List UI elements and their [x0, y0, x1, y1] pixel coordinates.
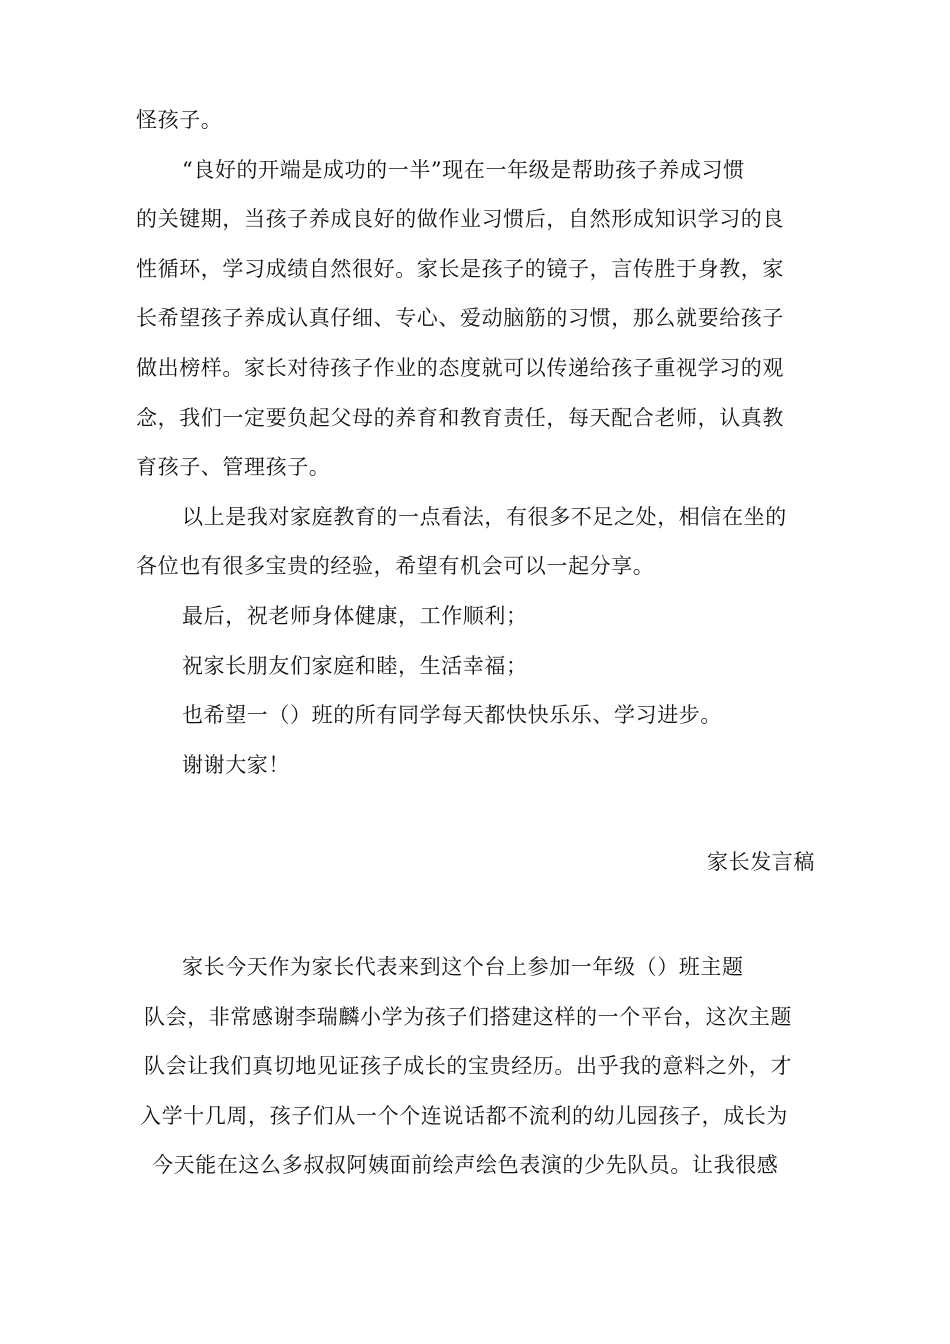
paragraph-line: “良好的开端是成功的一半”现在一年级是帮助孩子养成习惯 — [182, 157, 745, 182]
paragraph-line: 以上是我对家庭教育的一点看法，有很多不足之处，相信在坐的 — [182, 504, 787, 529]
closing-line: 也希望一（）班的所有同学每天都快快乐乐、学习进步。 — [182, 703, 722, 728]
closing-remarks — [182, 592, 722, 790]
paragraph-line: 怪孩子。 — [136, 108, 223, 132]
closing-line: 谢谢大家！ — [182, 752, 290, 777]
paragraph-line: 各位也有很多宝贵的经验，希望有机会可以一起分享。 — [136, 554, 655, 579]
paragraph-line: 育孩子、管理孩子。 — [136, 455, 331, 480]
paragraph-line: 队会，非常感谢李瑞麟小学为孩子们搭建这样的一个平台，这次主题 — [144, 1004, 792, 1029]
paragraph-line: 的关键期，当孩子养成良好的做作业习惯后，自然形成知识学习的良 — [136, 207, 784, 232]
speech-body-part-1 — [136, 96, 826, 592]
paragraph-line: 念，我们一定要负起父母的养育和教育责任，每天配合老师，认真教 — [136, 405, 784, 430]
paragraph-line: 队会让我们真切地见证孩子成长的宝贵经历。出乎我的意料之外，才 — [144, 1054, 792, 1079]
closing-line: 最后，祝老师身体健康，工作顺利； — [182, 604, 528, 628]
section-heading: 家长发言稿 — [707, 850, 815, 874]
paragraph-line: 长希望孩子养成认真仔细、专心、爱动脑筋的习惯，那么就要给孩子 — [136, 306, 784, 331]
speech-body-part-2 — [136, 943, 826, 1191]
paragraph-line: 家长今天作为家长代表来到这个台上参加一年级（）班主题 — [182, 955, 744, 979]
paragraph-line: 入学十几周，孩子们从一个个连说话都不流利的幼儿园孩子，成长为 — [140, 1103, 788, 1128]
paragraph-line: 做出榜样。家长对待孩子作业的态度就可以传递给孩子重视学习的观 — [136, 355, 784, 380]
closing-line: 祝家长朋友们家庭和睦，生活幸福； — [182, 653, 528, 678]
paragraph-line: 性循环，学习成绩自然很好。家长是孩子的镜子，言传胜于身教，家 — [136, 256, 784, 281]
paragraph-line: 今天能在这么多叔叔阿姨面前绘声绘色表演的少先队员。让我很感 — [152, 1153, 779, 1178]
